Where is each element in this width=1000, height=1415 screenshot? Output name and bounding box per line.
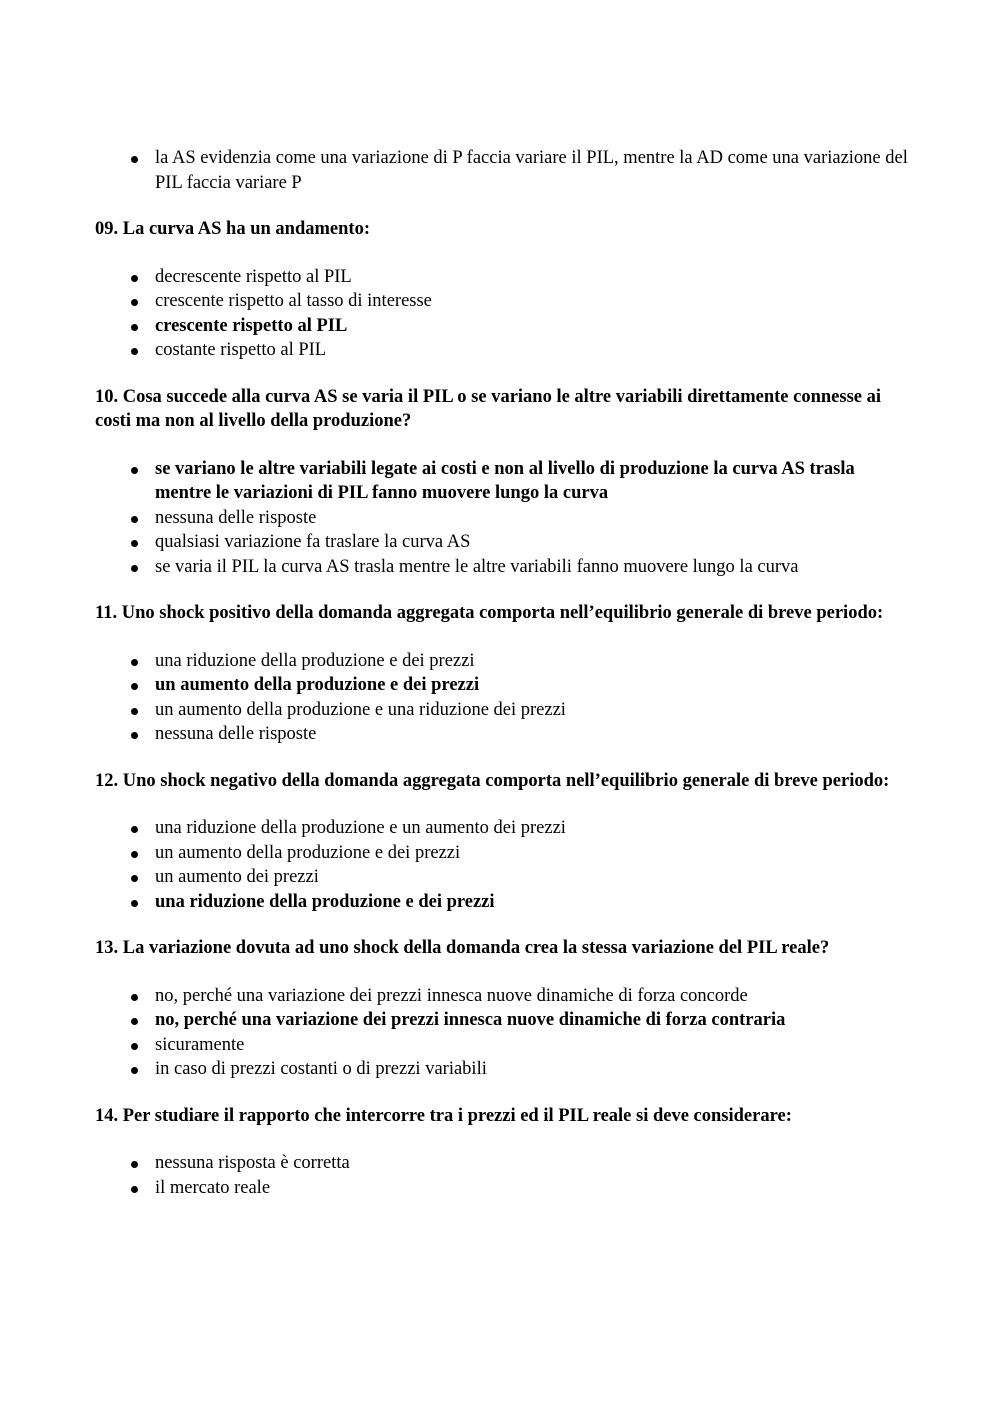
document-page bbox=[95, 146, 915, 1200]
answer-option bbox=[95, 555, 915, 580]
question-heading: 09. La curva AS ha un andamento: bbox=[95, 219, 370, 239]
answer-text: decrescente rispetto al PIL bbox=[155, 266, 352, 287]
answer-option bbox=[95, 1033, 915, 1058]
bullet-icon bbox=[131, 565, 138, 572]
bullet-icon bbox=[131, 851, 138, 858]
answer-option-correct bbox=[95, 1008, 915, 1033]
answer-option bbox=[95, 841, 915, 866]
bullet-icon bbox=[131, 732, 138, 739]
block-spacer bbox=[95, 363, 915, 385]
answer-option bbox=[95, 289, 915, 314]
answer-text: sicuramente bbox=[155, 1034, 245, 1055]
answer-text: il mercato reale bbox=[155, 1177, 271, 1198]
bullet-icon bbox=[131, 156, 138, 163]
answer-text: un aumento della produzione e dei prezzi bbox=[155, 675, 480, 695]
answer-text: un aumento della produzione e una riduzione dei prezzi bbox=[155, 699, 566, 720]
answer-text: una riduzione della produzione e dei prezzi bbox=[155, 891, 495, 912]
answer-list bbox=[95, 984, 915, 1082]
block-spacer bbox=[95, 747, 915, 769]
answer-text: no, perché una variazione dei prezzi innesca nuove dinamiche di forza contraria bbox=[155, 1010, 786, 1030]
answer-text: una riduzione della produzione e dei prezzi bbox=[155, 650, 475, 671]
answer-text: una riduzione della produzione e un aumento dei prezzi bbox=[155, 818, 566, 838]
bullet-icon bbox=[131, 1018, 138, 1025]
bullet-icon bbox=[131, 826, 138, 833]
answer-text: se varia il PIL la curva AS trasla mentre le altre variabili fanno muovere lungo la curva bbox=[155, 556, 799, 577]
answer-option bbox=[95, 338, 915, 363]
bullet-icon bbox=[131, 875, 138, 882]
block-spacer bbox=[95, 195, 915, 217]
answer-option bbox=[95, 1176, 915, 1201]
question-spacer bbox=[95, 626, 915, 649]
answer-text: nessuna risposta è corretta bbox=[155, 1153, 350, 1173]
answer-text: nessuna delle risposte bbox=[155, 507, 317, 528]
answer-option bbox=[95, 1151, 915, 1176]
answer-option bbox=[95, 649, 915, 674]
question-spacer bbox=[95, 242, 915, 265]
question-spacer bbox=[95, 793, 915, 816]
bullet-icon bbox=[131, 1161, 138, 1168]
bullet-icon bbox=[131, 994, 138, 1001]
answer-list bbox=[95, 146, 915, 195]
bullet-icon bbox=[131, 708, 138, 715]
answer-option bbox=[95, 698, 915, 723]
bullet-icon bbox=[131, 1186, 138, 1193]
answer-option-correct bbox=[95, 314, 915, 339]
bullet-icon bbox=[131, 540, 138, 547]
bullet-icon bbox=[131, 275, 138, 282]
answer-list bbox=[95, 816, 915, 914]
bullet-icon bbox=[131, 516, 138, 523]
answer-text: costante rispetto al PIL bbox=[155, 340, 327, 360]
question-heading: 10. Cosa succede alla curva AS se varia il PIL o se variano le altre variabili direttamente connesse ai costi ma non al livello della produzione? bbox=[95, 386, 882, 431]
answer-option bbox=[95, 1057, 915, 1082]
answer-option-correct bbox=[95, 673, 915, 698]
answer-text: nessuna delle risposte bbox=[155, 724, 317, 744]
answer-option bbox=[95, 265, 915, 290]
answer-text: un aumento della produzione e dei prezzi bbox=[155, 842, 461, 863]
answer-option bbox=[95, 984, 915, 1009]
question-heading: 12. Uno shock negativo della domanda aggregata comporta nell’equilibrio generale di breve periodo: bbox=[95, 770, 890, 791]
answer-text: in caso di prezzi costanti o di prezzi variabili bbox=[155, 1059, 487, 1079]
answer-text: crescente rispetto al tasso di interesse bbox=[155, 291, 432, 311]
block-spacer bbox=[95, 914, 915, 936]
question-spacer bbox=[95, 434, 915, 457]
answer-text: no, perché una variazione dei prezzi innesca nuove dinamiche di forza concorde bbox=[155, 985, 748, 1006]
bullet-icon bbox=[131, 299, 138, 306]
bullet-icon bbox=[131, 900, 138, 907]
answer-text: la AS evidenzia come una variazione di P faccia variare il PIL, mentre la AD come una variazione del PIL faccia variare P bbox=[155, 148, 908, 193]
answer-option-correct bbox=[95, 890, 915, 915]
bullet-icon bbox=[131, 1043, 138, 1050]
answer-option bbox=[95, 530, 915, 555]
bullet-icon bbox=[131, 348, 138, 355]
bullet-icon bbox=[131, 467, 138, 474]
answer-text: se variano le altre variabili legate ai costi e non al livello di produzione la curva AS trasla mentre le variazioni di PIL fanno muovere lungo la curva bbox=[155, 458, 855, 503]
answer-option bbox=[95, 865, 915, 890]
answer-text: crescente rispetto al PIL bbox=[155, 315, 348, 336]
answer-list bbox=[95, 1151, 915, 1200]
question-spacer bbox=[95, 1128, 915, 1151]
answer-list bbox=[95, 649, 915, 747]
bullet-icon bbox=[131, 683, 138, 690]
question-spacer bbox=[95, 961, 915, 984]
answer-text: qualsiasi variazione fa traslare la curva AS bbox=[155, 532, 471, 552]
block-spacer bbox=[95, 1082, 915, 1104]
question-heading: 14. Per studiare il rapporto che intercorre tra i prezzi ed il PIL reale si deve considerare: bbox=[95, 1105, 792, 1126]
answer-list bbox=[95, 265, 915, 363]
answer-text: un aumento dei prezzi bbox=[155, 867, 319, 887]
question-heading: 13. La variazione dovuta ad uno shock della domanda crea la stessa variazione del PIL reale? bbox=[95, 938, 830, 958]
answer-option bbox=[95, 506, 915, 531]
answer-option bbox=[95, 146, 915, 195]
answer-list bbox=[95, 457, 915, 580]
answer-option bbox=[95, 722, 915, 747]
bullet-icon bbox=[131, 1067, 138, 1074]
question-heading: 11. Uno shock positivo della domanda aggregata comporta nell’equilibrio generale di breve periodo: bbox=[95, 603, 884, 623]
answer-option bbox=[95, 816, 915, 841]
bullet-icon bbox=[131, 659, 138, 666]
answer-option-correct bbox=[95, 457, 915, 506]
bullet-icon bbox=[131, 324, 138, 331]
block-spacer bbox=[95, 579, 915, 601]
